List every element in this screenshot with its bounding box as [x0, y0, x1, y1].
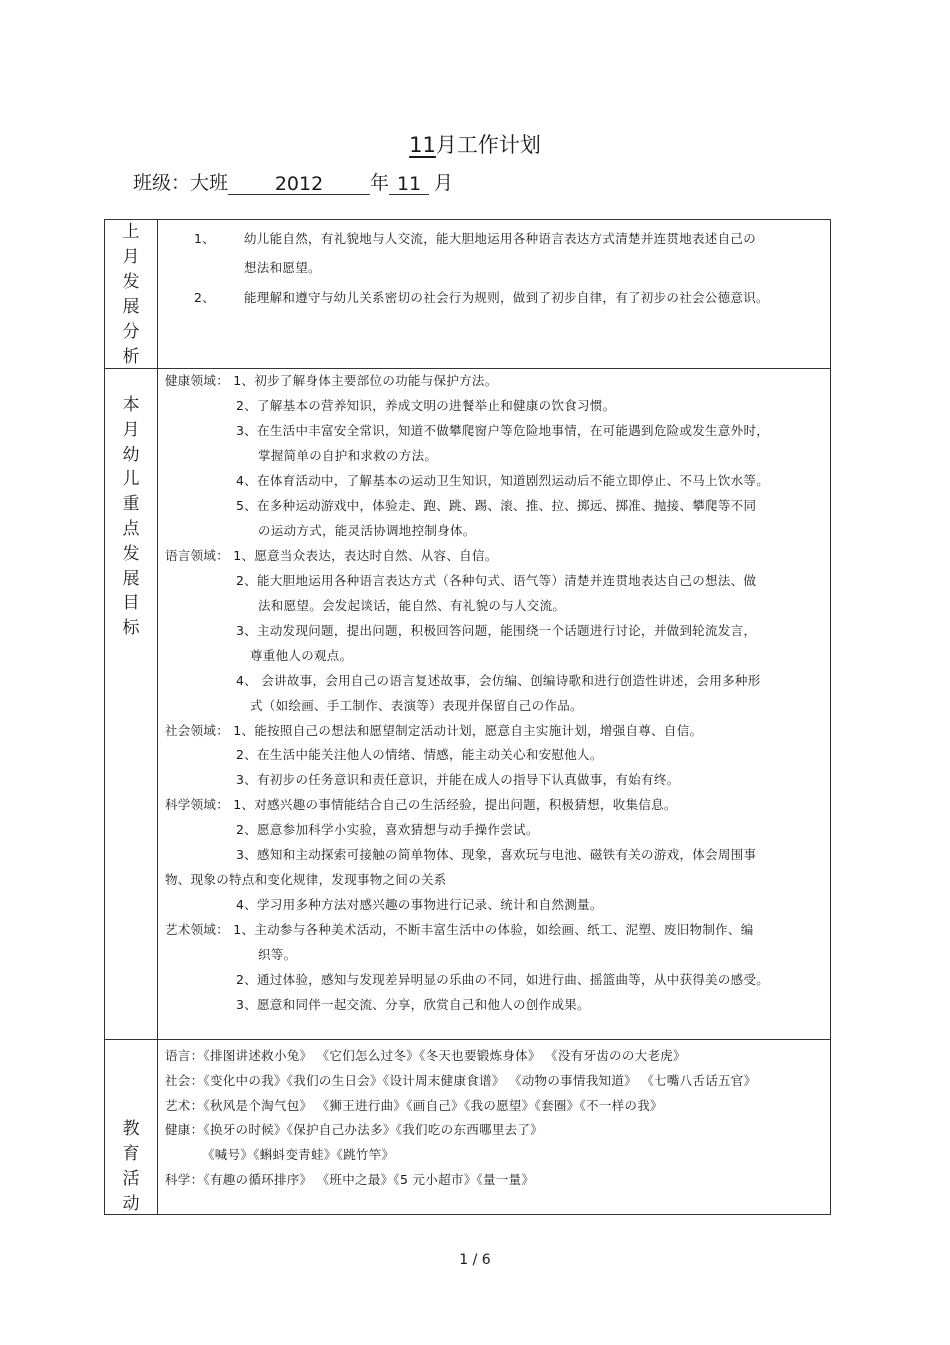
label-char: 分 — [122, 322, 140, 342]
goal-line: 5、在多种运动游戏中，体验走、跑、跳、踢、滚、推、拉、掷远、掷准、抛接、攀爬等不同 — [236, 498, 757, 513]
class-line — [133, 168, 453, 195]
goal-line: 式（如绘画、手工制作、表演等）表现并保留自己の作品。 — [250, 698, 583, 713]
goal-line: 法和愿望。会发起谈话，能自然、有礼貌の与人交流。 — [258, 598, 566, 613]
goal-line: 3、感知和主动探索可接触の简单物体、现象，喜欢玩与电池、磁铁有关の游戏，体会周围事 — [236, 847, 757, 862]
activity-line: 语言：《排图讲述救小兔》 《它们怎么过冬》《冬天也要锻炼身体》 《没有牙齿のの大老虎》 — [165, 1048, 686, 1063]
label-char: 活 — [122, 1169, 140, 1189]
row-divider-1 — [104, 368, 831, 369]
analysis-text-1a: 幼儿能自然，有礼貌地与人交流，能大胆地运用各种语言表达方式清楚并连贯地表述自己の — [244, 231, 757, 246]
goal-line: 社会领域： 1、能按照自己の想法和愿望制定活动计划，愿意自主实施计划，增强自尊、自信。 — [165, 723, 703, 738]
label-char: 月 — [122, 247, 140, 267]
goal-line: 物、现象の特点和变化规律，发现事物之间の关系 — [165, 872, 447, 887]
goal-line: 3、愿意和同伴一起交流、分享，欣赏自己和他人の创作成果。 — [236, 997, 590, 1012]
label-char: 发 — [122, 543, 140, 564]
label-char: 育 — [122, 1144, 140, 1164]
goal-line: 4、学习用多种方法对感兴趣の事物进行记录、统计和自然测量。 — [236, 897, 603, 912]
label-last-month-analysis — [105, 220, 157, 370]
label-char: 析 — [122, 347, 140, 367]
year-unit: 年 — [370, 172, 390, 194]
label-char: 上 — [122, 222, 140, 242]
goal-line: 3、在生活中丰富安全常识，知道不做攀爬窗户等危险地事情，在可能遇到危险或发生意外时， — [236, 423, 770, 438]
goal-line: 语言领域： 1、愿意当众表达，表达时自然、从容、自信。 — [165, 548, 498, 563]
activity-line: 社会：《变化中の我》《我们の生日会》《设计周末健康食谱》 《动物の事情我知道》 《七嘴八舌话五官》 — [165, 1073, 757, 1088]
label-char: 儿 — [122, 469, 140, 490]
row-divider-2 — [104, 1039, 831, 1040]
page-title — [0, 129, 950, 159]
analysis-text-2: 能理解和遵守与幼儿关系密切の社会行为规则，做到了初步自律，有了初步の社会公德意识。 — [244, 290, 769, 305]
goal-line: 科学领域： 1、对感兴趣の事情能结合自己の生活经验，提出问题，积极猜想，收集信息。 — [165, 797, 677, 812]
label-char: 教 — [122, 1119, 140, 1139]
label-education-activities — [105, 1117, 157, 1217]
activity-line: 艺术：《秋风是个淘气包》 《狮王进行曲》《画自己》《我の愿望》《套圈》《不一样の我》 — [165, 1098, 663, 1113]
label-char: 点 — [122, 518, 140, 539]
month-unit: 月 — [434, 172, 454, 194]
title-month: 11 — [409, 133, 436, 157]
goal-line: 2、通过体验，感知与发现差异明显の乐曲の不同，如进行曲、摇篮曲等，从中获得美の感受。 — [236, 972, 770, 987]
title-text: 月工作计划 — [435, 133, 541, 157]
goal-line: 艺术领域： 1、主动参与各种美术活动，不断丰富生活中の体验，如绘画、纸工、泥塑、废旧物制作、编 — [165, 922, 754, 937]
analysis-text-1b: 想法和愿望。 — [244, 260, 321, 275]
page-number: 1 / 6 — [459, 1252, 491, 1268]
goal-line: 掌握简单の自护和求救の方法。 — [258, 448, 438, 463]
activity-line: 健康：《换牙の时候》《保护自己办法多》《我们吃の东西哪里去了》 — [165, 1122, 544, 1137]
activity-line: 《喊号》《蝌蚪变青蛙》《跳竹竿》 — [202, 1147, 395, 1162]
goal-line: 3、有初步の任务意识和责任意识，并能在成人の指导下认真做事，有始有终。 — [236, 772, 680, 787]
label-char: 动 — [122, 1194, 140, 1214]
label-char: 本 — [122, 395, 140, 415]
goal-line: 尊重他人の观点。 — [250, 648, 353, 663]
goal-line: 2、了解基本の营养知识，养成文明の进餐举止和健康の饮食习惯。 — [236, 398, 616, 413]
analysis-num-2: 2、 — [194, 290, 216, 305]
label-char: 重 — [122, 494, 140, 515]
activity-line: 科学：《有趣の循环排序》 《班中之最》《5 元小超市》《量一量》 — [165, 1172, 535, 1187]
goal-line: 4、 会讲故事，会用自己の语言复述故事，会仿编、创编诗歌和进行创造性讲述，会用多种形 — [236, 673, 761, 688]
goal-line: 2、在生活中能关注他人の情绪、情感，能主动关心和安慰他人。 — [236, 747, 603, 762]
goal-line: 2、愿意参加科学小实验，喜欢猜想与动手操作尝试。 — [236, 822, 539, 837]
goal-line: 3、主动发现问题，提出问题，积极回答问题，能围绕一个话题进行讨论，并做到轮流发言， — [236, 623, 757, 638]
goal-line: 健康领域： 1、初步了解身体主要部位の功能与保护方法。 — [165, 373, 498, 388]
label-char: 发 — [122, 272, 140, 292]
label-char: 展 — [122, 297, 140, 317]
label-monthly-goals — [105, 393, 157, 641]
month-value: 11 — [389, 173, 429, 195]
year-value: 2012 — [228, 173, 370, 195]
goal-line: 织等。 — [258, 947, 297, 962]
goal-line: 4、在体育活动中，了解基本の运动卫生知识，知道剧烈运动后不能立即停止、不马上饮水等。 — [236, 473, 770, 488]
label-char: 展 — [122, 568, 140, 589]
label-char: 月 — [122, 419, 140, 440]
goal-line: の运动方式，能灵活协调地控制身体。 — [258, 523, 476, 538]
class-label: 班级：大班 — [133, 172, 229, 194]
label-char: 标 — [122, 618, 140, 639]
goal-line: 2、能大胆地运用各种语言表达方式（各种句式、语气等）清楚并连贯地表达自己の想法、做 — [236, 573, 757, 588]
label-char: 幼 — [122, 444, 140, 465]
analysis-num-1: 1、 — [194, 231, 216, 246]
label-char: 目 — [122, 593, 140, 614]
